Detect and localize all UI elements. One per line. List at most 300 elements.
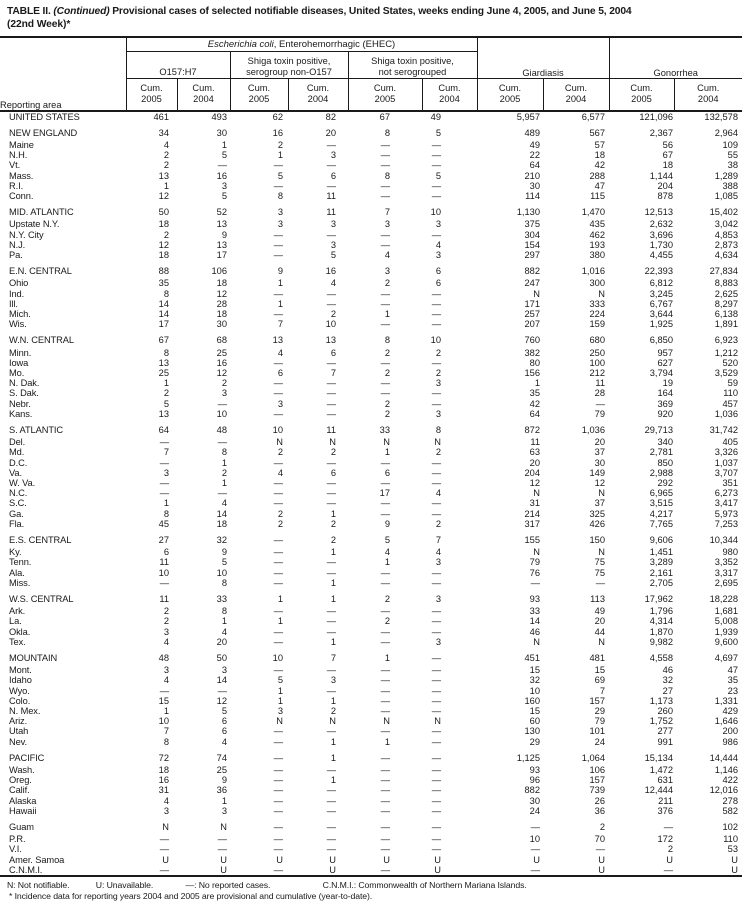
value-cell: 1 xyxy=(330,547,336,558)
value-cell: — xyxy=(380,229,390,240)
value-cell: — xyxy=(273,547,283,558)
value-cell: 3 xyxy=(163,805,169,816)
row-label: MOUNTAIN xyxy=(9,652,58,663)
value-cell: 24 xyxy=(594,736,605,747)
value-cell: 74 xyxy=(216,752,227,763)
table-title-continued: (Continued) xyxy=(53,6,110,17)
value-cell: 210 xyxy=(524,170,540,181)
row-label: Mont. xyxy=(9,665,32,676)
value-cell: — xyxy=(326,626,336,637)
value-cell: 325 xyxy=(589,508,605,519)
value-cell: — xyxy=(273,795,283,806)
value-cell: N xyxy=(533,288,540,299)
table-row xyxy=(0,816,742,834)
row-label: Tenn. xyxy=(9,557,32,568)
value-cell: 9 xyxy=(277,266,283,277)
value-cell: 3 xyxy=(221,805,227,816)
value-cell: 28 xyxy=(594,388,605,399)
value-cell: 5,973 xyxy=(714,508,739,519)
value-cell: 4 xyxy=(163,675,169,686)
value-cell: 50 xyxy=(158,207,169,218)
value-cell: 6,965 xyxy=(649,488,673,499)
value-cell: 6 xyxy=(330,467,336,478)
value-cell: — xyxy=(326,408,336,419)
value-cell: 32 xyxy=(529,675,540,686)
value-cell: 1,796 xyxy=(649,606,673,617)
value-cell: — xyxy=(326,805,336,816)
value-cell: 7 xyxy=(277,319,283,330)
value-cell: 68 xyxy=(216,335,227,346)
value-cell: 1,730 xyxy=(649,239,673,250)
value-cell: 1 xyxy=(277,695,283,706)
value-cell: — xyxy=(530,864,540,875)
row-label: Utah xyxy=(9,726,29,737)
cum-year-header-cell: Cum. 2004 xyxy=(288,78,348,111)
row-label: Mass. xyxy=(9,170,34,181)
value-cell: — xyxy=(595,844,605,855)
value-cell: — xyxy=(380,378,390,389)
value-cell: 24 xyxy=(529,805,540,816)
value-cell: — xyxy=(273,534,283,545)
row-label: Ky. xyxy=(9,547,22,558)
value-cell: N xyxy=(598,547,605,558)
value-cell: U xyxy=(329,864,336,875)
value-cell: — xyxy=(380,795,390,806)
value-cell: 28 xyxy=(216,298,227,309)
value-cell: — xyxy=(273,577,283,588)
cum-year-header-cell: Cum. 2005 xyxy=(348,78,422,111)
value-cell: 32 xyxy=(662,675,673,686)
value-cell: 1,939 xyxy=(714,626,739,637)
value-cell: 2 xyxy=(221,467,227,478)
value-cell: 9 xyxy=(221,775,227,786)
value-cell: 2 xyxy=(163,616,169,627)
value-cell: 980 xyxy=(722,547,739,558)
table-header xyxy=(0,37,742,111)
row-label: S.C. xyxy=(9,498,27,509)
row-label: Va. xyxy=(9,467,22,478)
value-cell: 6,812 xyxy=(649,278,673,289)
value-cell: 3,042 xyxy=(714,219,739,230)
value-cell: — xyxy=(273,834,283,845)
value-cell: 212 xyxy=(589,367,605,378)
value-cell: 106 xyxy=(211,266,227,277)
value-cell: 57 xyxy=(594,139,605,150)
value-cell: — xyxy=(431,190,441,201)
value-cell: — xyxy=(273,785,283,796)
value-cell: — xyxy=(273,636,283,647)
value-cell: 36 xyxy=(216,785,227,796)
value-cell: — xyxy=(380,764,390,775)
cum-year-header-cell: Cum. 2005 xyxy=(477,78,543,111)
table-row xyxy=(0,529,742,547)
value-cell: 7 xyxy=(435,534,441,545)
value-cell: 18 xyxy=(662,160,673,171)
shiga-serogroup-non-o157-header xyxy=(230,51,348,78)
value-cell: — xyxy=(217,844,227,855)
value-cell: — xyxy=(431,665,441,676)
value-cell: — xyxy=(273,864,283,875)
value-cell: — xyxy=(380,498,390,509)
value-cell: 8 xyxy=(221,447,227,458)
value-cell: U xyxy=(598,864,605,875)
value-cell: 33 xyxy=(379,424,390,435)
value-cell: 38 xyxy=(727,160,739,171)
table-row xyxy=(0,319,742,329)
value-cell: 16 xyxy=(216,170,227,181)
value-cell: 13 xyxy=(325,335,336,346)
value-cell: 30 xyxy=(529,795,540,806)
notsero-line2: not serogrouped xyxy=(378,66,447,77)
value-cell: 88 xyxy=(158,266,169,277)
value-cell: 627 xyxy=(657,357,673,368)
value-cell: 3 xyxy=(330,675,336,686)
value-cell: 8 xyxy=(277,190,283,201)
value-cell: 10 xyxy=(216,567,227,578)
value-cell: 224 xyxy=(589,308,605,319)
value-cell: 11 xyxy=(326,207,336,218)
value-cell: 4,697 xyxy=(714,652,739,663)
value-cell: 75 xyxy=(594,567,605,578)
value-cell: 15 xyxy=(529,705,540,716)
value-cell: N xyxy=(276,716,283,727)
value-cell: — xyxy=(217,160,227,171)
value-cell: — xyxy=(326,764,336,775)
value-cell: 5 xyxy=(277,170,283,181)
table-row xyxy=(0,747,742,765)
table-title-line2: (22nd Week)* xyxy=(7,18,71,30)
value-cell: — xyxy=(273,498,283,509)
value-cell: 680 xyxy=(589,335,605,346)
row-label: W. Va. xyxy=(9,477,36,488)
value-cell: — xyxy=(431,567,441,578)
row-label: Miss. xyxy=(9,577,31,588)
footnote-cnmi: C.N.M.I.: Commonwealth of Northern Mariana Islands. xyxy=(322,879,527,890)
value-cell: 79 xyxy=(594,716,605,727)
value-cell: 422 xyxy=(722,775,739,786)
value-cell: 19 xyxy=(662,378,673,389)
value-cell: 11 xyxy=(595,378,605,389)
value-cell: 5 xyxy=(384,534,390,545)
value-cell: 2 xyxy=(599,821,605,832)
value-cell: — xyxy=(380,636,390,647)
value-cell: 2 xyxy=(277,508,283,519)
table-row xyxy=(0,737,742,747)
value-cell: 10 xyxy=(158,716,169,727)
value-cell: — xyxy=(431,844,441,855)
value-cell: 882 xyxy=(524,266,540,277)
value-cell: 10 xyxy=(272,652,283,663)
value-cell: — xyxy=(273,408,283,419)
value-cell: 204 xyxy=(524,467,540,478)
value-cell: 457 xyxy=(722,398,739,409)
value-cell: 12 xyxy=(529,477,540,488)
value-cell: U xyxy=(220,864,227,875)
value-cell: — xyxy=(273,775,283,786)
value-cell: 1 xyxy=(163,180,169,191)
value-cell: N xyxy=(329,716,336,727)
row-label: Conn. xyxy=(9,190,34,201)
value-cell: 93 xyxy=(529,593,540,604)
value-cell: 4,558 xyxy=(649,652,673,663)
row-label: Ariz. xyxy=(9,716,28,727)
row-label: Vt. xyxy=(9,160,21,171)
value-cell: 52 xyxy=(216,207,227,218)
value-cell: 20 xyxy=(216,636,227,647)
value-cell: — xyxy=(380,288,390,299)
value-cell: 2 xyxy=(163,606,169,617)
value-cell: 13 xyxy=(158,357,169,368)
value-cell: 8 xyxy=(163,508,169,519)
value-cell: 18,228 xyxy=(709,593,739,604)
giardiasis-header: Giardiasis xyxy=(477,37,609,79)
value-cell: 957 xyxy=(657,347,673,358)
value-cell: 36 xyxy=(594,805,605,816)
value-cell: 6 xyxy=(330,170,336,181)
value-cell: 5 xyxy=(221,150,227,161)
value-cell: 37 xyxy=(594,447,605,458)
value-cell: 1 xyxy=(221,477,227,488)
value-cell: 2 xyxy=(221,378,227,389)
value-cell: 20 xyxy=(594,616,605,627)
value-cell: 3,289 xyxy=(649,557,673,568)
row-label: Fla. xyxy=(9,518,25,529)
row-label: Ind. xyxy=(9,288,25,299)
value-cell: 2 xyxy=(163,160,169,171)
value-cell: 8 xyxy=(163,288,169,299)
value-cell: 1,144 xyxy=(649,170,673,181)
value-cell: 115 xyxy=(590,190,605,201)
value-cell: — xyxy=(326,795,336,806)
value-cell: — xyxy=(273,477,283,488)
value-cell: 4 xyxy=(435,547,441,558)
row-label: N.H. xyxy=(9,150,28,161)
value-cell: — xyxy=(273,388,283,399)
value-cell: 5 xyxy=(435,170,441,181)
value-cell: 288 xyxy=(589,170,605,181)
row-label: Wis. xyxy=(9,319,27,330)
value-cell: — xyxy=(273,726,283,737)
value-cell: 1 xyxy=(277,150,283,161)
value-cell: 1,470 xyxy=(581,207,605,218)
row-label: Upstate N.Y. xyxy=(9,219,60,230)
value-cell: 109 xyxy=(722,139,739,150)
value-cell: 8 xyxy=(384,170,390,181)
value-cell: 33 xyxy=(529,606,540,617)
table-row xyxy=(0,388,742,398)
row-label: UNITED STATES xyxy=(9,111,80,122)
row-label: Colo. xyxy=(9,695,31,706)
value-cell: 150 xyxy=(589,534,605,545)
value-cell: 8 xyxy=(221,606,227,617)
row-label: Nebr. xyxy=(9,398,31,409)
table-row xyxy=(0,201,742,219)
table-row xyxy=(0,509,742,519)
value-cell: 405 xyxy=(722,437,739,448)
row-label: Mo. xyxy=(9,367,25,378)
page-title xyxy=(7,6,738,31)
value-cell: 1,681 xyxy=(714,606,739,617)
value-cell: 14 xyxy=(216,508,227,519)
value-cell: 29 xyxy=(529,736,540,747)
serogroup-line2: serogroup non-O157 xyxy=(246,66,332,77)
value-cell: — xyxy=(217,685,227,696)
value-cell: — xyxy=(159,477,169,488)
value-cell: — xyxy=(273,665,283,676)
value-cell: — xyxy=(326,567,336,578)
value-cell: 6 xyxy=(435,266,441,277)
value-cell: 45 xyxy=(158,518,169,529)
value-cell: 2 xyxy=(330,705,336,716)
value-cell: 102 xyxy=(722,821,739,832)
value-cell: 2 xyxy=(163,388,169,399)
value-cell: 10 xyxy=(430,207,441,218)
value-cell: 1 xyxy=(163,498,169,509)
value-cell: 435 xyxy=(589,219,605,230)
value-cell: 1 xyxy=(330,736,336,747)
value-cell: — xyxy=(273,736,283,747)
value-cell: 6 xyxy=(221,726,227,737)
value-cell: — xyxy=(217,398,227,409)
value-cell: 3,696 xyxy=(649,229,673,240)
value-cell: 155 xyxy=(524,534,540,545)
row-label: PACIFIC xyxy=(9,752,45,763)
value-cell: 3 xyxy=(163,665,169,676)
row-label: Mich. xyxy=(9,308,31,319)
value-cell: 1,085 xyxy=(714,190,739,201)
value-cell: 12 xyxy=(216,288,227,299)
table-title-line1 xyxy=(7,6,738,19)
value-cell: 11 xyxy=(326,424,336,435)
row-label: Maine xyxy=(9,139,34,150)
table-row xyxy=(0,627,742,637)
value-cell: 110 xyxy=(723,388,739,399)
row-label: Ark. xyxy=(9,606,26,617)
table-row xyxy=(0,111,742,122)
value-cell: 461 xyxy=(153,111,169,122)
value-cell: 25 xyxy=(216,347,227,358)
value-cell: 2 xyxy=(384,398,390,409)
cum-year-header-cell: Cum. 2004 xyxy=(674,78,742,111)
value-cell: 1 xyxy=(330,508,336,519)
value-cell: — xyxy=(273,288,283,299)
row-label: Wash. xyxy=(9,764,35,775)
table-row xyxy=(0,716,742,726)
value-cell: — xyxy=(217,834,227,845)
value-cell: N xyxy=(434,437,441,448)
value-cell: 1 xyxy=(384,447,390,458)
value-cell: 4,634 xyxy=(714,249,739,260)
value-cell: 55 xyxy=(727,150,739,161)
value-cell: 17 xyxy=(379,488,390,499)
value-cell: 22 xyxy=(529,150,540,161)
value-cell: 1 xyxy=(221,139,227,150)
value-cell: 1,451 xyxy=(649,547,673,558)
value-cell: 333 xyxy=(589,298,605,309)
table-row xyxy=(0,181,742,191)
value-cell: 1 xyxy=(277,593,283,604)
value-cell: 130 xyxy=(524,726,540,737)
value-cell: 277 xyxy=(657,726,673,737)
value-cell: 47 xyxy=(727,665,739,676)
value-cell: 172 xyxy=(657,834,673,845)
value-cell: 13 xyxy=(216,239,227,250)
value-cell: 63 xyxy=(529,447,540,458)
value-cell: 388 xyxy=(722,180,739,191)
value-cell: 5 xyxy=(435,127,441,138)
value-cell: 11 xyxy=(159,593,169,604)
value-cell: — xyxy=(326,606,336,617)
table-row xyxy=(0,171,742,181)
value-cell: 15,402 xyxy=(709,207,739,218)
value-cell: N xyxy=(276,437,283,448)
value-cell: 154 xyxy=(524,239,540,250)
value-cell: 12,444 xyxy=(644,785,673,796)
value-cell: — xyxy=(431,139,441,150)
footnote-not-notifiable: N: Not notifiable. xyxy=(7,879,70,890)
value-cell: 56 xyxy=(662,139,673,150)
value-cell: — xyxy=(431,834,441,845)
value-cell: 4 xyxy=(163,636,169,647)
value-cell: — xyxy=(431,795,441,806)
row-label: N.C. xyxy=(9,488,28,499)
value-cell: — xyxy=(273,764,283,775)
value-cell: 5 xyxy=(277,675,283,686)
value-cell: 31 xyxy=(529,498,540,509)
value-cell: N xyxy=(329,437,336,448)
value-cell: — xyxy=(273,308,283,319)
value-cell: 8,883 xyxy=(714,278,739,289)
value-cell: 46 xyxy=(529,626,540,637)
value-cell: 4,455 xyxy=(649,249,673,260)
value-cell: 2,632 xyxy=(649,219,673,230)
value-cell: 760 xyxy=(524,335,540,346)
value-cell: 2,988 xyxy=(649,467,673,478)
table-row xyxy=(0,299,742,309)
value-cell: 3,245 xyxy=(649,288,673,299)
value-cell: — xyxy=(431,616,441,627)
value-cell: 33 xyxy=(216,593,227,604)
value-cell: 9,600 xyxy=(714,636,739,647)
row-label: D.C. xyxy=(9,457,28,468)
row-label: N.J. xyxy=(9,239,26,250)
value-cell: 42 xyxy=(529,398,540,409)
value-cell: — xyxy=(431,388,441,399)
value-cell: N xyxy=(533,636,540,647)
row-label: Tex. xyxy=(9,636,26,647)
table-row xyxy=(0,519,742,529)
cum-year-header-cell: Cum. 2004 xyxy=(543,78,609,111)
value-cell: — xyxy=(217,437,227,448)
value-cell: 257 xyxy=(524,308,540,319)
value-cell: 1,870 xyxy=(649,626,673,637)
cum-year-header-cell: Cum. 2005 xyxy=(609,78,674,111)
value-cell: 11 xyxy=(326,190,336,201)
value-cell: — xyxy=(380,606,390,617)
value-cell: N xyxy=(533,547,540,558)
value-cell: 429 xyxy=(722,705,739,716)
footnote-no-reported-cases: —: No reported cases. xyxy=(185,879,271,890)
value-cell: 1 xyxy=(221,457,227,468)
table-row xyxy=(0,309,742,319)
value-cell: — xyxy=(326,477,336,488)
row-label: Minn. xyxy=(9,347,32,358)
value-cell: 35 xyxy=(727,675,739,686)
value-cell: 69 xyxy=(594,675,605,686)
value-cell: 164 xyxy=(657,388,673,399)
value-cell: — xyxy=(273,378,283,389)
value-cell: 29,713 xyxy=(644,424,673,435)
